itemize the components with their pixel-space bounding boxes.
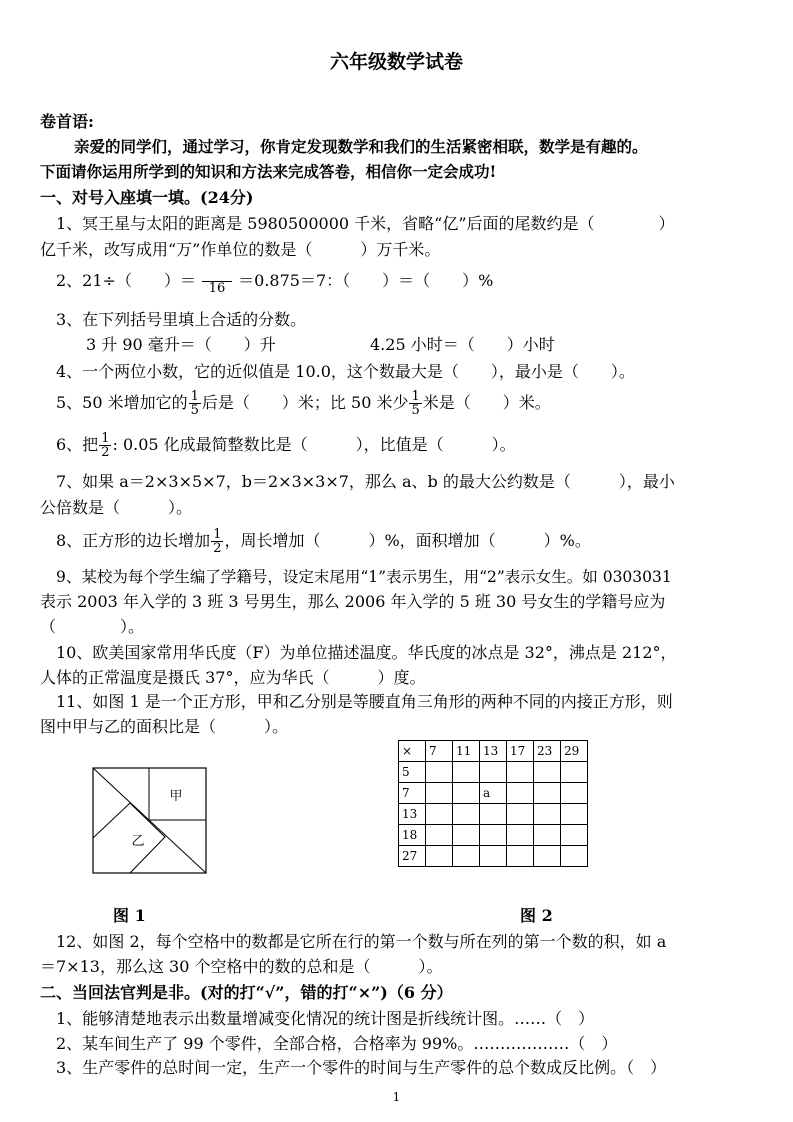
q12-line-a: 12、如图 2，每个空格中的数都是它所在行的第一个数与所在列的第一个数的积，如 a [56, 932, 667, 951]
table-cell [453, 783, 480, 804]
table-cell [426, 846, 453, 867]
table-cell: 5 [399, 762, 426, 783]
page-number: 1 [392, 1090, 401, 1104]
table-cell: 13 [399, 804, 426, 825]
q11-line-b: 图中甲与乙的面积比是（ ）。 [40, 717, 289, 736]
table-cell: 13 [480, 741, 507, 762]
table-cell [561, 762, 588, 783]
q4-line: 4、一个两位小数，它的近似值是 10.0，这个数最大是（ ），最小是（ ）。 [56, 362, 635, 381]
q10-line-a: 10、欧美国家常用华氏度（F）为单位描述温度。华氏度的冰点是 32°，沸点是 212°， [56, 643, 677, 662]
q8-line: 8、正方形的边长增加 $\frac{1}{2}$ ，周长增加（ ）%，面积增加（ ）%。 [56, 527, 591, 556]
table-cell [426, 762, 453, 783]
table-cell: 29 [561, 741, 588, 762]
q9-line-b: 表示 2003 年入学的 3 班 3 号男生，那么 2006 年入学的 5 班 30 号女生的学籍号应为 [40, 592, 666, 611]
s2-q1: 1、能够清楚地表示出数量增减变化情况的统计图是折线统计图。……（ ） [56, 1009, 595, 1028]
figure-1-label: 图 1 [113, 906, 146, 925]
table-cell [561, 804, 588, 825]
table-row [399, 804, 588, 825]
preface-line-1: 亲爱的同学们，通过学习，你肯定发现数学和我们的生活紧密相联，数学是有趣的。 [74, 137, 648, 156]
q7-line-b: 公倍数是（ ）。 [40, 498, 193, 517]
q6-fraction: $\frac{1}{2}$ [101, 431, 110, 460]
table-cell [426, 783, 453, 804]
q9-line-a: 9、某校为每个学生编了学籍号，设定末尾用“1”表示男生，用“2”表示女生。如 0303031 [56, 568, 672, 586]
s2-q3: 3、生产零件的总时间一定，生产一个零件的时间与生产零件的总个数成反比例。（ ） [56, 1058, 667, 1077]
table-cell [480, 825, 507, 846]
table-cell [534, 846, 561, 867]
table-cell [507, 804, 534, 825]
q3-line-b1: 3 升 90 毫升＝（ ）升 [86, 335, 276, 354]
table-cell [453, 846, 480, 867]
table-cell [561, 825, 588, 846]
table-cell [426, 825, 453, 846]
q11-line-a: 11、如图 1 是一个正方形，甲和乙分别是等腰直角三角形的两种不同的内接正方形，则 [56, 692, 673, 711]
table-cell: 18 [399, 825, 426, 846]
table-cell [507, 783, 534, 804]
table-row [399, 783, 588, 804]
figure-2-table [398, 740, 588, 867]
q1-line-a: 1、冥王星与太阳的距离是 5980500000 千米，省略“亿”后面的尾数约是（ ） [56, 214, 675, 233]
table-cell [480, 804, 507, 825]
q8-fraction: $\frac{1}{2}$ [213, 527, 222, 556]
table-cell: 7 [399, 783, 426, 804]
section2-heading: 二、当回法官判是非。(对的打“√”，错的打“×”)（6 分） [40, 983, 453, 1002]
table-cell [561, 846, 588, 867]
q2-line [56, 268, 493, 295]
table-row [399, 825, 588, 846]
table-cell: 11 [453, 741, 480, 762]
table-cell: 27 [399, 846, 426, 867]
s2-q2: 2、某车间生产了 99 个零件，全部合格，合格率为 99%。………………（ ） [56, 1034, 618, 1053]
q10-line-b: 人体的正常温度是摄氏 37°，应为华氏（ ）度。 [40, 668, 426, 687]
preface-line-2: 下面请你运用所学到的知识和方法来完成答卷，相信你一定会成功! [40, 162, 497, 181]
q2-post: ＝0.875＝7：（ ）＝（ ）% [238, 271, 494, 290]
page-title: 六年级数学试卷 [329, 51, 463, 73]
table-cell: 7 [426, 741, 453, 762]
table-cell [507, 825, 534, 846]
table-header-row [399, 741, 588, 762]
q5-fraction-1: $\frac{1}{5}$ [190, 389, 199, 418]
q7-line-a: 7、如果 a＝2×3×5×7，b＝2×3×3×7，那么 a、b 的最大公约数是（ ），最小 [56, 472, 675, 491]
figure-1-square [92, 767, 208, 875]
q5-fraction-2: $\frac{1}{5}$ [411, 389, 420, 418]
q6-line: 6、把 $\frac{1}{2}$ : 0.05 化成最简整数比是（ ），比值是（ ）。 [56, 431, 516, 460]
q9-line-c: （ ）。 [40, 617, 145, 636]
figure-1-jia: 甲 [169, 789, 183, 804]
figure-1-yi: 乙 [131, 834, 145, 849]
table-cell [534, 804, 561, 825]
table-cell [507, 846, 534, 867]
table-cell: 17 [507, 741, 534, 762]
table-cell [453, 804, 480, 825]
table-cell [426, 804, 453, 825]
table-cell: a [480, 783, 507, 804]
figure-2-label: 图 2 [520, 906, 553, 925]
q1-line-b: 亿千米，改写成用“万”作单位的数是（ ）万千米。 [40, 240, 441, 259]
table-cell [534, 762, 561, 783]
table-row [399, 846, 588, 867]
table-cell: × [399, 741, 426, 762]
table-cell: 23 [534, 741, 561, 762]
table-cell [534, 783, 561, 804]
table-cell [561, 783, 588, 804]
q2-pre: 2、21÷（ ）＝ [56, 271, 196, 290]
q3-line-b2: 4.25 小时＝（ ）小时 [370, 335, 555, 354]
preface-heading: 卷首语: [40, 112, 94, 131]
table-cell [507, 762, 534, 783]
table-cell [453, 825, 480, 846]
section1-heading: 一、对号入座填一填。(24分) [40, 188, 254, 207]
q3-line-a: 3、在下列括号里填上合适的分数。 [56, 310, 307, 329]
table-cell [534, 825, 561, 846]
q2-fraction: 16 [202, 268, 232, 295]
q12-line-b: ＝7×13，那么这 30 个空格中的数的总和是（ ）。 [40, 957, 443, 976]
table-cell [453, 762, 480, 783]
table-cell [480, 846, 507, 867]
table-row [399, 762, 588, 783]
q5-line: 5、50 米增加它的 $\frac{1}{5}$ 后是（ ）米；比 50 米少 $\frac{1}{5}$ 米是（ ）米。 [56, 389, 551, 418]
table-cell [480, 762, 507, 783]
